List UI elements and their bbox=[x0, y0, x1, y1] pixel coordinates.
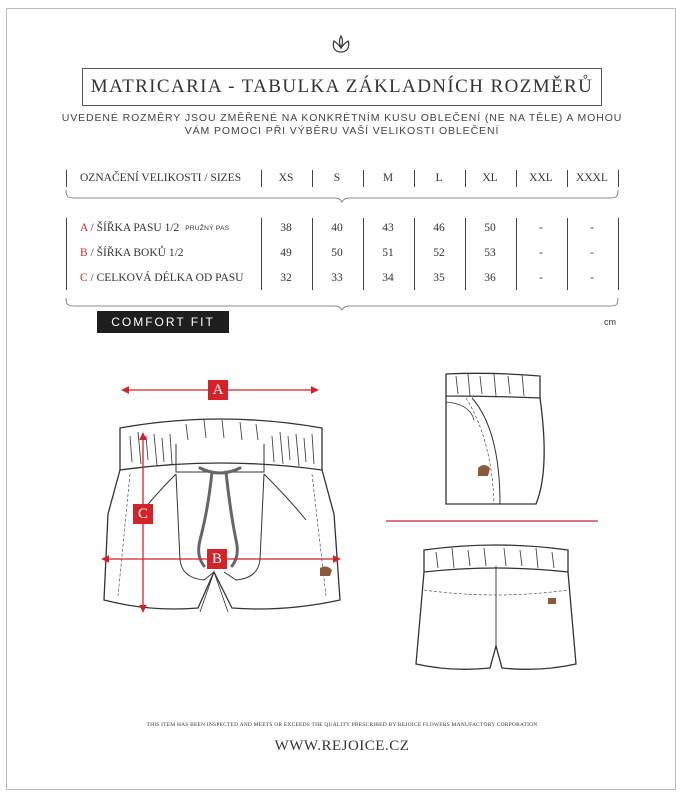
measure-tag-a: A bbox=[208, 380, 228, 400]
table-cell: 53 bbox=[484, 247, 496, 259]
back-label-patch bbox=[548, 598, 556, 604]
table-cell: 36 bbox=[484, 272, 496, 284]
waistband-texture bbox=[130, 420, 314, 466]
back-view-shorts bbox=[416, 545, 576, 669]
table-cell: 50 bbox=[484, 222, 496, 234]
table-cell: - bbox=[539, 222, 543, 234]
page-title: MATRICARIA - TABULKA ZÁKLADNÍCH ROZMĚRŮ bbox=[82, 68, 602, 106]
size-header-xs: XS bbox=[278, 172, 294, 184]
side-pocket-patch bbox=[478, 465, 490, 476]
table-cell: 32 bbox=[280, 272, 292, 284]
row-text-b: / ŠÍŘKA BOKŮ 1/2 bbox=[87, 247, 184, 259]
back-waistband-texture bbox=[436, 548, 554, 568]
table-cell: 46 bbox=[433, 222, 445, 234]
elastic-waist-note: PRUŽNÝ PAS bbox=[185, 225, 230, 232]
table-cell: 35 bbox=[433, 272, 445, 284]
size-header-m: M bbox=[382, 172, 394, 184]
row-text-c: / CELKOVÁ DÉLKA OD PASU bbox=[87, 272, 244, 284]
quality-note: THIS ITEM HAS BEEN INSPECTED AND MEETS OR EXCEEDS THE QUALITY PRESCRIBED BY REJOICE FLOWERS MANUFACTORY CORPORATION bbox=[146, 722, 538, 728]
row-letter-b: B bbox=[80, 247, 88, 259]
table-cell: 40 bbox=[331, 222, 343, 234]
size-header-xxl: XXL bbox=[529, 172, 553, 184]
table-cell: - bbox=[590, 247, 594, 259]
row-letter-c: C bbox=[80, 272, 88, 284]
size-header-s: S bbox=[333, 172, 341, 184]
measure-tag-c: C bbox=[133, 504, 153, 524]
side-waistband-texture bbox=[456, 374, 524, 396]
table-header-label: OZNAČENÍ VELIKOSTI / SIZES bbox=[80, 172, 242, 184]
unit-label: cm bbox=[604, 317, 616, 327]
table-cell: - bbox=[590, 222, 594, 234]
table-cell: - bbox=[539, 272, 543, 284]
table-cell: 43 bbox=[382, 222, 394, 234]
measure-tag-b: B bbox=[207, 549, 227, 569]
table-cell: 51 bbox=[382, 247, 394, 259]
side-view-shorts bbox=[446, 373, 544, 504]
table-cell: 33 bbox=[331, 272, 343, 284]
table-cell: 49 bbox=[280, 247, 292, 259]
table-cell: 50 bbox=[331, 247, 343, 259]
size-header-l: L bbox=[435, 172, 443, 184]
row-letter-a: A bbox=[80, 222, 88, 234]
table-cell: - bbox=[590, 272, 594, 284]
table-cell: 38 bbox=[280, 222, 292, 234]
table-cell: - bbox=[539, 247, 543, 259]
size-header-xxxl: XXXL bbox=[576, 172, 608, 184]
website-url: WWW.REJOICE.CZ bbox=[274, 738, 410, 754]
subtitle-line-1: UVEDENÉ ROZMĚRY JSOU ZMĚŘENÉ NA KONKRÉTNÍM KUSU OBLEČENÍ (NE NA TĚLE) A MOHOU bbox=[61, 112, 623, 124]
size-header-xl: XL bbox=[482, 172, 498, 184]
comfort-fit-badge: COMFORT FIT bbox=[97, 311, 229, 333]
front-pocket-patch bbox=[320, 566, 332, 576]
subtitle-line-2: VÁM POMOCI PŘI VÝBĚRU VAŠÍ VELIKOSTI OBLEČENÍ bbox=[184, 125, 500, 137]
table-cell: 52 bbox=[433, 247, 445, 259]
row-text-a: / ŠÍŘKA PASU 1/2 bbox=[87, 222, 180, 234]
table-cell: 34 bbox=[382, 272, 394, 284]
